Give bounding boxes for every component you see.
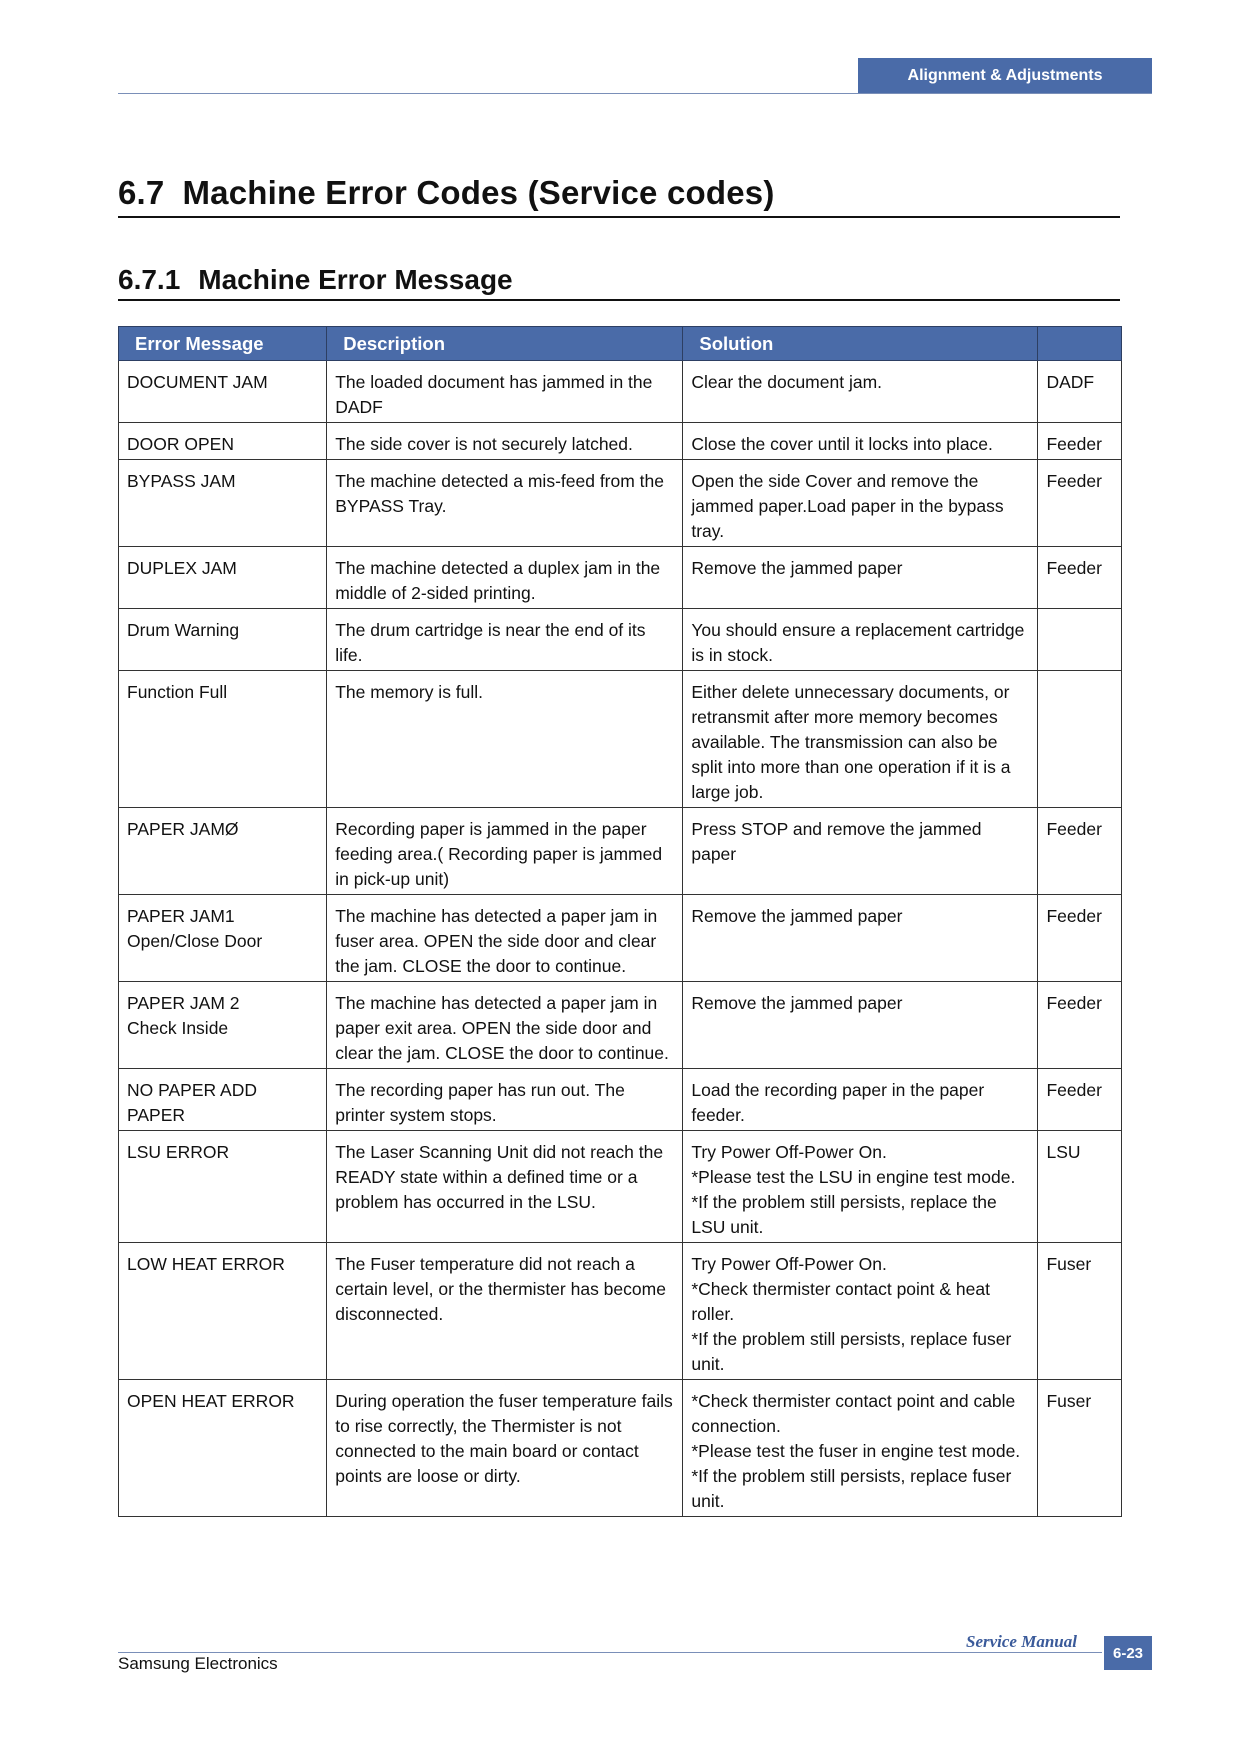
solution-line: Open the side Cover and remove the jammed paper.Load paper in the bypass tray. — [691, 471, 1004, 541]
solution-line: Remove the jammed paper — [691, 906, 903, 926]
section-subtitle-text: Machine Error Message — [198, 264, 513, 295]
solution-line: Try Power Off-Power On. — [691, 1142, 887, 1162]
error-message-line: LOW HEAT ERROR — [127, 1254, 285, 1274]
table-row — [119, 1380, 1122, 1517]
solution-line: *Please test the LSU in engine test mode. — [691, 1167, 1016, 1187]
table-row — [119, 547, 1122, 609]
footer-divider — [118, 1652, 1102, 1653]
error-message-line: LSU ERROR — [127, 1142, 230, 1162]
cell-solution — [683, 895, 1038, 982]
cell-error-message — [119, 982, 327, 1069]
solution-line: Load the recording paper in the paper feeder. — [691, 1080, 985, 1125]
solution-line: *If the problem still persists, replace the LSU unit. — [691, 1192, 997, 1237]
error-message-line: Function Full — [127, 682, 228, 702]
page-title-number: 6.7 — [118, 174, 165, 211]
table-row — [119, 423, 1122, 460]
cell-part: Feeder — [1038, 808, 1122, 895]
cell-part: Feeder — [1038, 460, 1122, 547]
table-row — [119, 1131, 1122, 1243]
cell-part: DADF — [1038, 361, 1122, 423]
section-header-badge — [858, 58, 1152, 94]
cell-part: Feeder — [1038, 423, 1122, 460]
page-title — [118, 174, 1120, 218]
page-title-text: Machine Error Codes (Service codes) — [182, 174, 775, 211]
cell-description: The drum cartridge is near the end of its life. — [327, 609, 683, 671]
section-header-label: Alignment & Adjustments — [907, 67, 1103, 84]
solution-line: Either delete unnecessary documents, or retransmit after more memory becomes available. The transmission can also be split into more than one operation if it is a large job. — [691, 682, 1011, 802]
cell-solution — [683, 460, 1038, 547]
error-message-line: PAPER JAMØ — [127, 819, 239, 839]
cell-solution — [683, 982, 1038, 1069]
table-row — [119, 982, 1122, 1069]
cell-description: The memory is full. — [327, 671, 683, 808]
cell-solution — [683, 671, 1038, 808]
cell-part: Feeder — [1038, 982, 1122, 1069]
solution-line: Remove the jammed paper — [691, 993, 903, 1013]
column-header-error-message: Error Message — [119, 327, 327, 361]
column-header-part — [1038, 327, 1122, 361]
table-row — [119, 609, 1122, 671]
column-header-solution: Solution — [683, 327, 1038, 361]
solution-line: You should ensure a replacement cartridge is in stock. — [691, 620, 1025, 665]
footer-manual-title: Service Manual — [966, 1632, 1077, 1651]
solution-line: Close the cover until it locks into place. — [691, 434, 993, 454]
solution-line: Clear the document jam. — [691, 372, 883, 392]
solution-line: *If the problem still persists, replace fuser unit. — [691, 1466, 1012, 1511]
solution-line: *Please test the fuser in engine test mode. — [691, 1441, 1021, 1461]
cell-error-message — [119, 423, 327, 460]
table-row — [119, 671, 1122, 808]
cell-solution — [683, 808, 1038, 895]
cell-solution — [683, 361, 1038, 423]
error-message-line: Drum Warning — [127, 620, 240, 640]
cell-error-message — [119, 1243, 327, 1380]
error-message-line: PAPER JAM1 — [127, 906, 235, 926]
cell-error-message — [119, 1380, 327, 1517]
error-message-line: NO PAPER ADD PAPER — [127, 1080, 257, 1125]
table-row — [119, 895, 1122, 982]
cell-solution — [683, 1069, 1038, 1131]
cell-error-message — [119, 460, 327, 547]
cell-solution — [683, 609, 1038, 671]
cell-part: LSU — [1038, 1131, 1122, 1243]
table-row — [119, 808, 1122, 895]
cell-description: Recording paper is jammed in the paper feeding area.( Recording paper is jammed in pick-up unit) — [327, 808, 683, 895]
cell-part: Fuser — [1038, 1380, 1122, 1517]
cell-solution — [683, 1380, 1038, 1517]
header-divider — [118, 93, 1152, 94]
section-subtitle — [118, 264, 1120, 301]
cell-error-message — [119, 609, 327, 671]
table-body — [119, 361, 1122, 1517]
solution-line: Press STOP and remove the jammed paper — [691, 819, 982, 864]
error-message-line: DOCUMENT JAM — [127, 372, 268, 392]
cell-part: Fuser — [1038, 1243, 1122, 1380]
error-message-line: DUPLEX JAM — [127, 558, 237, 578]
cell-description: During operation the fuser temperature fails to rise correctly, the Thermister is not connected to the main board or contact points are loose or dirty. — [327, 1380, 683, 1517]
error-message-line: BYPASS JAM — [127, 471, 236, 491]
solution-line: Remove the jammed paper — [691, 558, 903, 578]
solution-line: Try Power Off-Power On. — [691, 1254, 887, 1274]
cell-error-message — [119, 361, 327, 423]
solution-line: *Check thermister contact point & heat roller. — [691, 1279, 990, 1324]
cell-description: The Fuser temperature did not reach a certain level, or the thermister has become disconnected. — [327, 1243, 683, 1380]
page-number-badge — [1104, 1636, 1152, 1670]
cell-solution — [683, 547, 1038, 609]
table-row — [119, 1243, 1122, 1380]
error-message-line: Check Inside — [127, 1018, 229, 1038]
cell-solution — [683, 1131, 1038, 1243]
cell-description: The machine has detected a paper jam in fuser area. OPEN the side door and clear the jam. CLOSE the door to continue. — [327, 895, 683, 982]
cell-error-message — [119, 671, 327, 808]
cell-error-message — [119, 1069, 327, 1131]
cell-part: Feeder — [1038, 895, 1122, 982]
table-row — [119, 460, 1122, 547]
table-row — [119, 1069, 1122, 1131]
error-message-line: PAPER JAM 2 — [127, 993, 240, 1013]
cell-description: The machine has detected a paper jam in paper exit area. OPEN the side door and clear the jam. CLOSE the door to continue. — [327, 982, 683, 1069]
solution-line: *Check thermister contact point and cable connection. — [691, 1391, 1016, 1436]
cell-description: The loaded document has jammed in the DADF — [327, 361, 683, 423]
error-message-line: Open/Close Door — [127, 931, 263, 951]
cell-part — [1038, 609, 1122, 671]
cell-part: Feeder — [1038, 1069, 1122, 1131]
page-number: 6-23 — [1112, 1644, 1144, 1662]
cell-solution — [683, 423, 1038, 460]
cell-part: Feeder — [1038, 547, 1122, 609]
cell-description: The machine detected a duplex jam in the middle of 2-sided printing. — [327, 547, 683, 609]
solution-line: *If the problem still persists, replace fuser unit. — [691, 1329, 1012, 1374]
cell-description: The side cover is not securely latched. — [327, 423, 683, 460]
error-code-table — [118, 326, 1122, 1517]
cell-error-message — [119, 1131, 327, 1243]
cell-solution — [683, 1243, 1038, 1380]
column-header-description: Description — [327, 327, 683, 361]
cell-error-message — [119, 808, 327, 895]
cell-description: The Laser Scanning Unit did not reach the READY state within a defined time or a problem has occurred in the LSU. — [327, 1131, 683, 1243]
cell-error-message — [119, 895, 327, 982]
footer-company: Samsung Electronics — [118, 1654, 278, 1673]
cell-description: The recording paper has run out. The printer system stops. — [327, 1069, 683, 1131]
table-header-row — [119, 327, 1122, 361]
table-row — [119, 361, 1122, 423]
cell-description: The machine detected a mis-feed from the BYPASS Tray. — [327, 460, 683, 547]
cell-error-message — [119, 547, 327, 609]
cell-part — [1038, 671, 1122, 808]
error-message-line: OPEN HEAT ERROR — [127, 1391, 295, 1411]
section-subtitle-number: 6.7.1 — [118, 264, 181, 295]
error-message-line: DOOR OPEN — [127, 434, 234, 454]
